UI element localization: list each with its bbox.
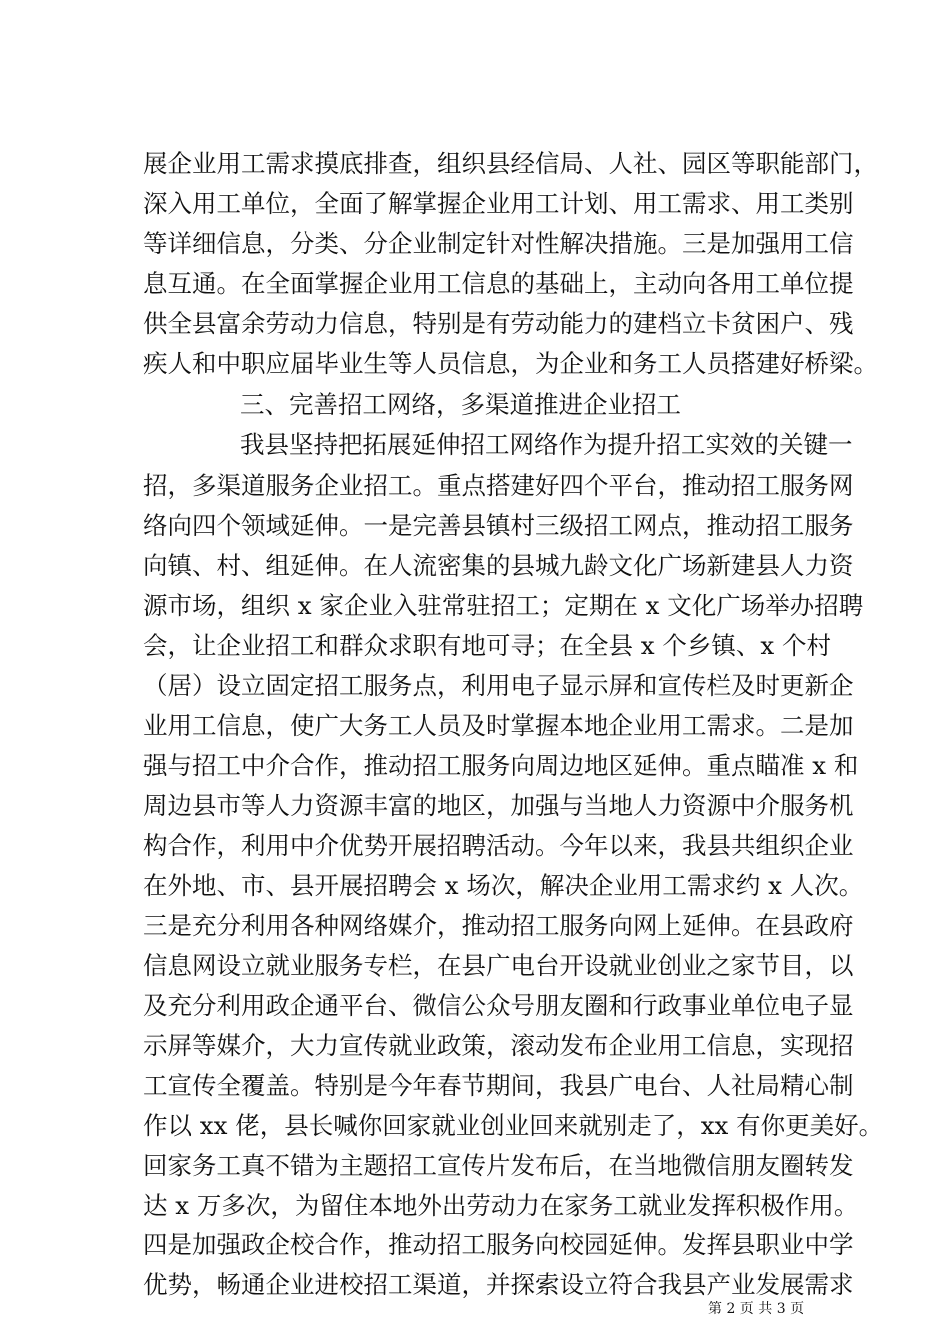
- body-line: 供全县富余劳动力信息，特别是有劳动能力的建档立卡贫困户、残: [143, 309, 854, 338]
- body-line: 信息网设立就业服务专栏，在县广电台开设就业创业之家节目，以: [143, 951, 854, 980]
- body-line: 等详细信息，分类、分企业制定针对性解决措施。三是加强用工信: [143, 229, 854, 258]
- body-line: 及充分利用政企通平台、微信公众号朋友圈和行政事业单位电子显: [143, 991, 854, 1020]
- body-line: 作以 xx 佬，县长喊你回家就业创业回来就别走了，xx 有你更美好。: [143, 1111, 884, 1140]
- body-line: 工宣传全覆盖。特别是今年春节期间，我县广电台、人社局精心制: [143, 1071, 854, 1100]
- body-line: 招，多渠道服务企业招工。重点搭建好四个平台，推动招工服务网: [143, 471, 854, 500]
- body-line: 息互通。在全面掌握企业用工信息的基础上，主动向各用工单位提: [143, 269, 854, 298]
- body-line: 向镇、村、组延伸。在人流密集的县城九龄文化广场新建县人力资: [143, 551, 854, 580]
- body-line: 周边县市等人力资源丰富的地区，加强与当地人力资源中介服务机: [143, 791, 854, 820]
- body-line: 业用工信息，使广大务工人员及时掌握本地企业用工需求。二是加: [143, 711, 854, 740]
- body-line: 四是加强政企校合作，推动招工服务向校园延伸。发挥县职业中学: [143, 1230, 854, 1259]
- body-line: 络向四个领域延伸。一是完善县镇村三级招工网点，推动招工服务: [143, 511, 854, 540]
- body-line: 回家务工真不错为主题招工宣传片发布后，在当地微信朋友圈转发: [143, 1151, 854, 1180]
- body-line: 优势，畅通企业进校招工渠道，并探索设立符合我县产业发展需求: [143, 1270, 854, 1299]
- body-line: 在外地、市、县开展招聘会 x 场次，解决企业用工需求约 x 人次。: [143, 871, 864, 900]
- body-line: 强与招工中介合作，推动招工服务向周边地区延伸。重点瞄准 x 和: [143, 751, 859, 780]
- body-line: 我县坚持把拓展延伸招工网络作为提升招工实效的关键一: [240, 430, 853, 459]
- body-line: 构合作，利用中介优势开展招聘活动。今年以来，我县共组织企业: [143, 831, 854, 860]
- body-line: 展企业用工需求摸底排查，组织县经信局、人社、园区等职能部门，: [143, 149, 878, 178]
- section-heading: 三、完善招工网络，多渠道推进企业招工: [240, 390, 681, 419]
- body-line: 深入用工单位，全面了解掌握企业用工计划、用工需求、用工类别: [143, 189, 854, 218]
- page-number: 第 2 页 共 3 页: [708, 1301, 805, 1317]
- body-line: 疾人和中职应届毕业生等人员信息，为企业和务工人员搭建好桥梁。: [143, 349, 878, 378]
- body-line: （居）设立固定招工服务点，利用电子显示屏和宣传栏及时更新企: [143, 671, 854, 700]
- body-line: 三是充分利用各种网络媒介，推动招工服务向网上延伸。在县政府: [143, 911, 854, 940]
- body-line: 源市场，组织 x 家企业入驻常驻招工；定期在 x 文化广场举办招聘: [143, 591, 864, 620]
- body-line: 会，让企业招工和群众求职有地可寻；在全县 x 个乡镇、x 个村: [143, 631, 831, 660]
- body-line: 示屏等媒介，大力宣传就业政策，滚动发布企业用工信息，实现招: [143, 1031, 854, 1060]
- body-line: 达 x 万多次，为留住本地外出劳动力在家务工就业发挥积极作用。: [143, 1191, 859, 1220]
